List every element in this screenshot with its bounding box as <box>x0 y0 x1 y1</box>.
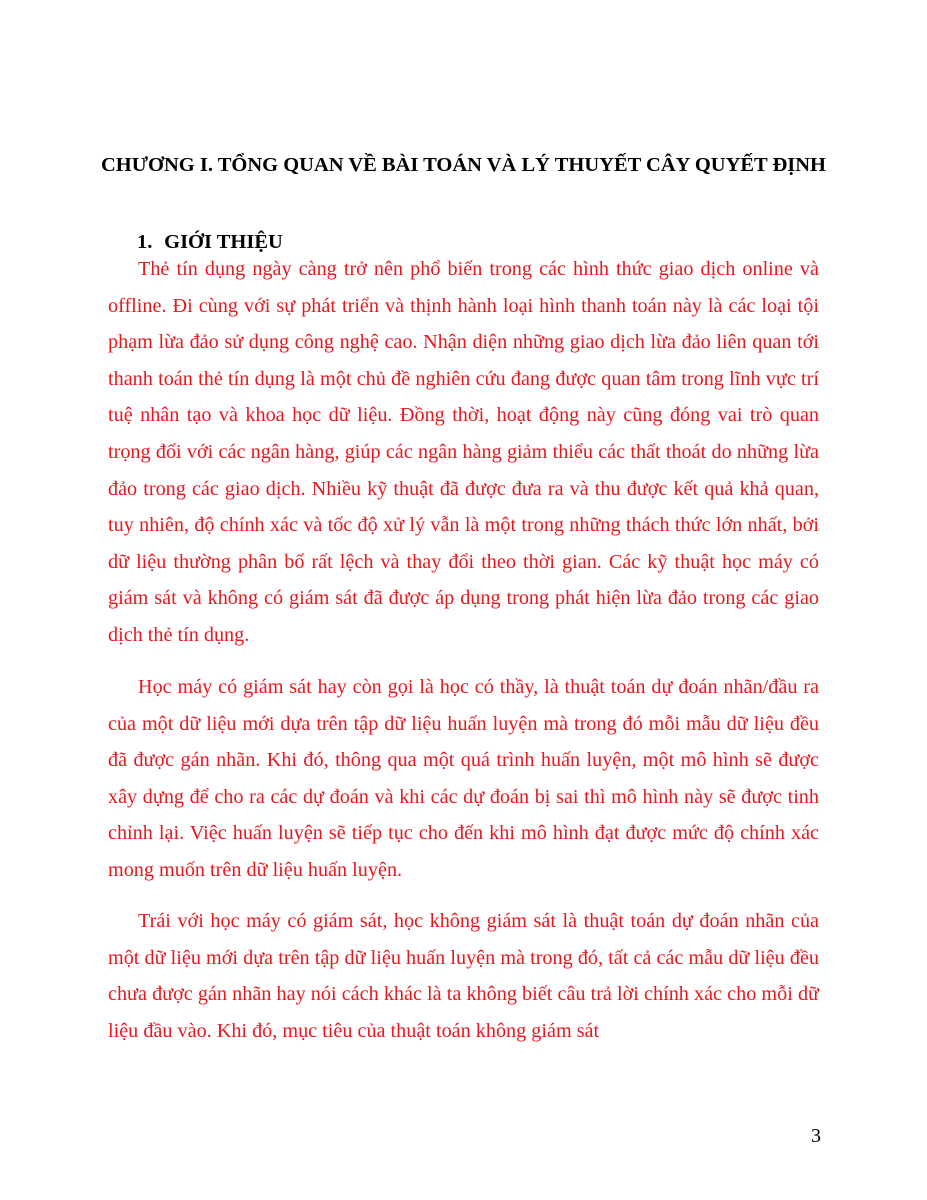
section-number: 1. <box>137 231 153 253</box>
chapter-title: CHƯƠNG I. TỔNG QUAN VỀ BÀI TOÁN VÀ LÝ THUYẾT CÂY QUYẾT ĐỊNH <box>100 154 827 176</box>
paragraph-unsupervised-learning: Trái với học máy có giám sát, học không giám sát là thuật toán dự đoán nhãn của một dữ liệu mới dựa trên tập dữ liệu huấn luyện mà trong đó, tất cả các mẫu dữ liệu đều chưa được gán nhãn hay nói cách khác là ta không biết câu trả lời chính xác cho mỗi dữ liệu đầu vào. Khi đó, mục tiêu của thuật toán không giám sát <box>108 910 819 1042</box>
section-title: GIỚI THIỆU <box>164 231 283 253</box>
page-number: 3 <box>811 1125 821 1147</box>
paragraph-intro: Thẻ tín dụng ngày càng trở nên phổ biến trong các hình thức giao dịch online và offline. Đi cùng với sự phát triển và thịnh hành loại hình thanh toán này là các loại tội phạm lừa đảo sử dụng công nghệ cao. Nhận diện những giao dịch lừa đảo liên quan tới thanh toán thẻ tín dụng là một chủ đề nghiên cứu đang được quan tâm trong lĩnh vực trí tuệ nhân tạo và khoa học dữ liệu. Đồng thời, hoạt động này cũng đóng vai trò quan trọng đối với các ngân hàng, giúp các ngân hàng giảm thiểu các thất thoát do những lừa đảo trong các giao dịch. Nhiều kỹ thuật đã được đưa ra và thu được kết quả khả quan, tuy nhiên, độ chính xác và tốc độ xử lý vẫn là một trong những thách thức lớn nhất, bởi dữ liệu thường phân bố rất lệch và thay đổi theo thời gian. Các kỹ thuật học máy có giám sát và không có giám sát đã được áp dụng trong phát hiện lừa đảo trong các giao dịch thẻ tín dụng. <box>108 258 819 646</box>
paragraph-supervised-learning: Học máy có giám sát hay còn gọi là học có thầy, là thuật toán dự đoán nhãn/đầu ra của một dữ liệu mới dựa trên tập dữ liệu huấn luyện mà trong đó mỗi mẫu dữ liệu đều đã được gán nhãn. Khi đó, thông qua một quá trình huấn luyện, một mô hình sẽ được xây dựng để cho ra các dự đoán và khi các dự đoán bị sai thì mô hình này sẽ được tinh chỉnh lại. Việc huấn luyện sẽ tiếp tục cho đến khi mô hình đạt được mức độ chính xác mong muốn trên dữ liệu huấn luyện. <box>108 676 819 881</box>
